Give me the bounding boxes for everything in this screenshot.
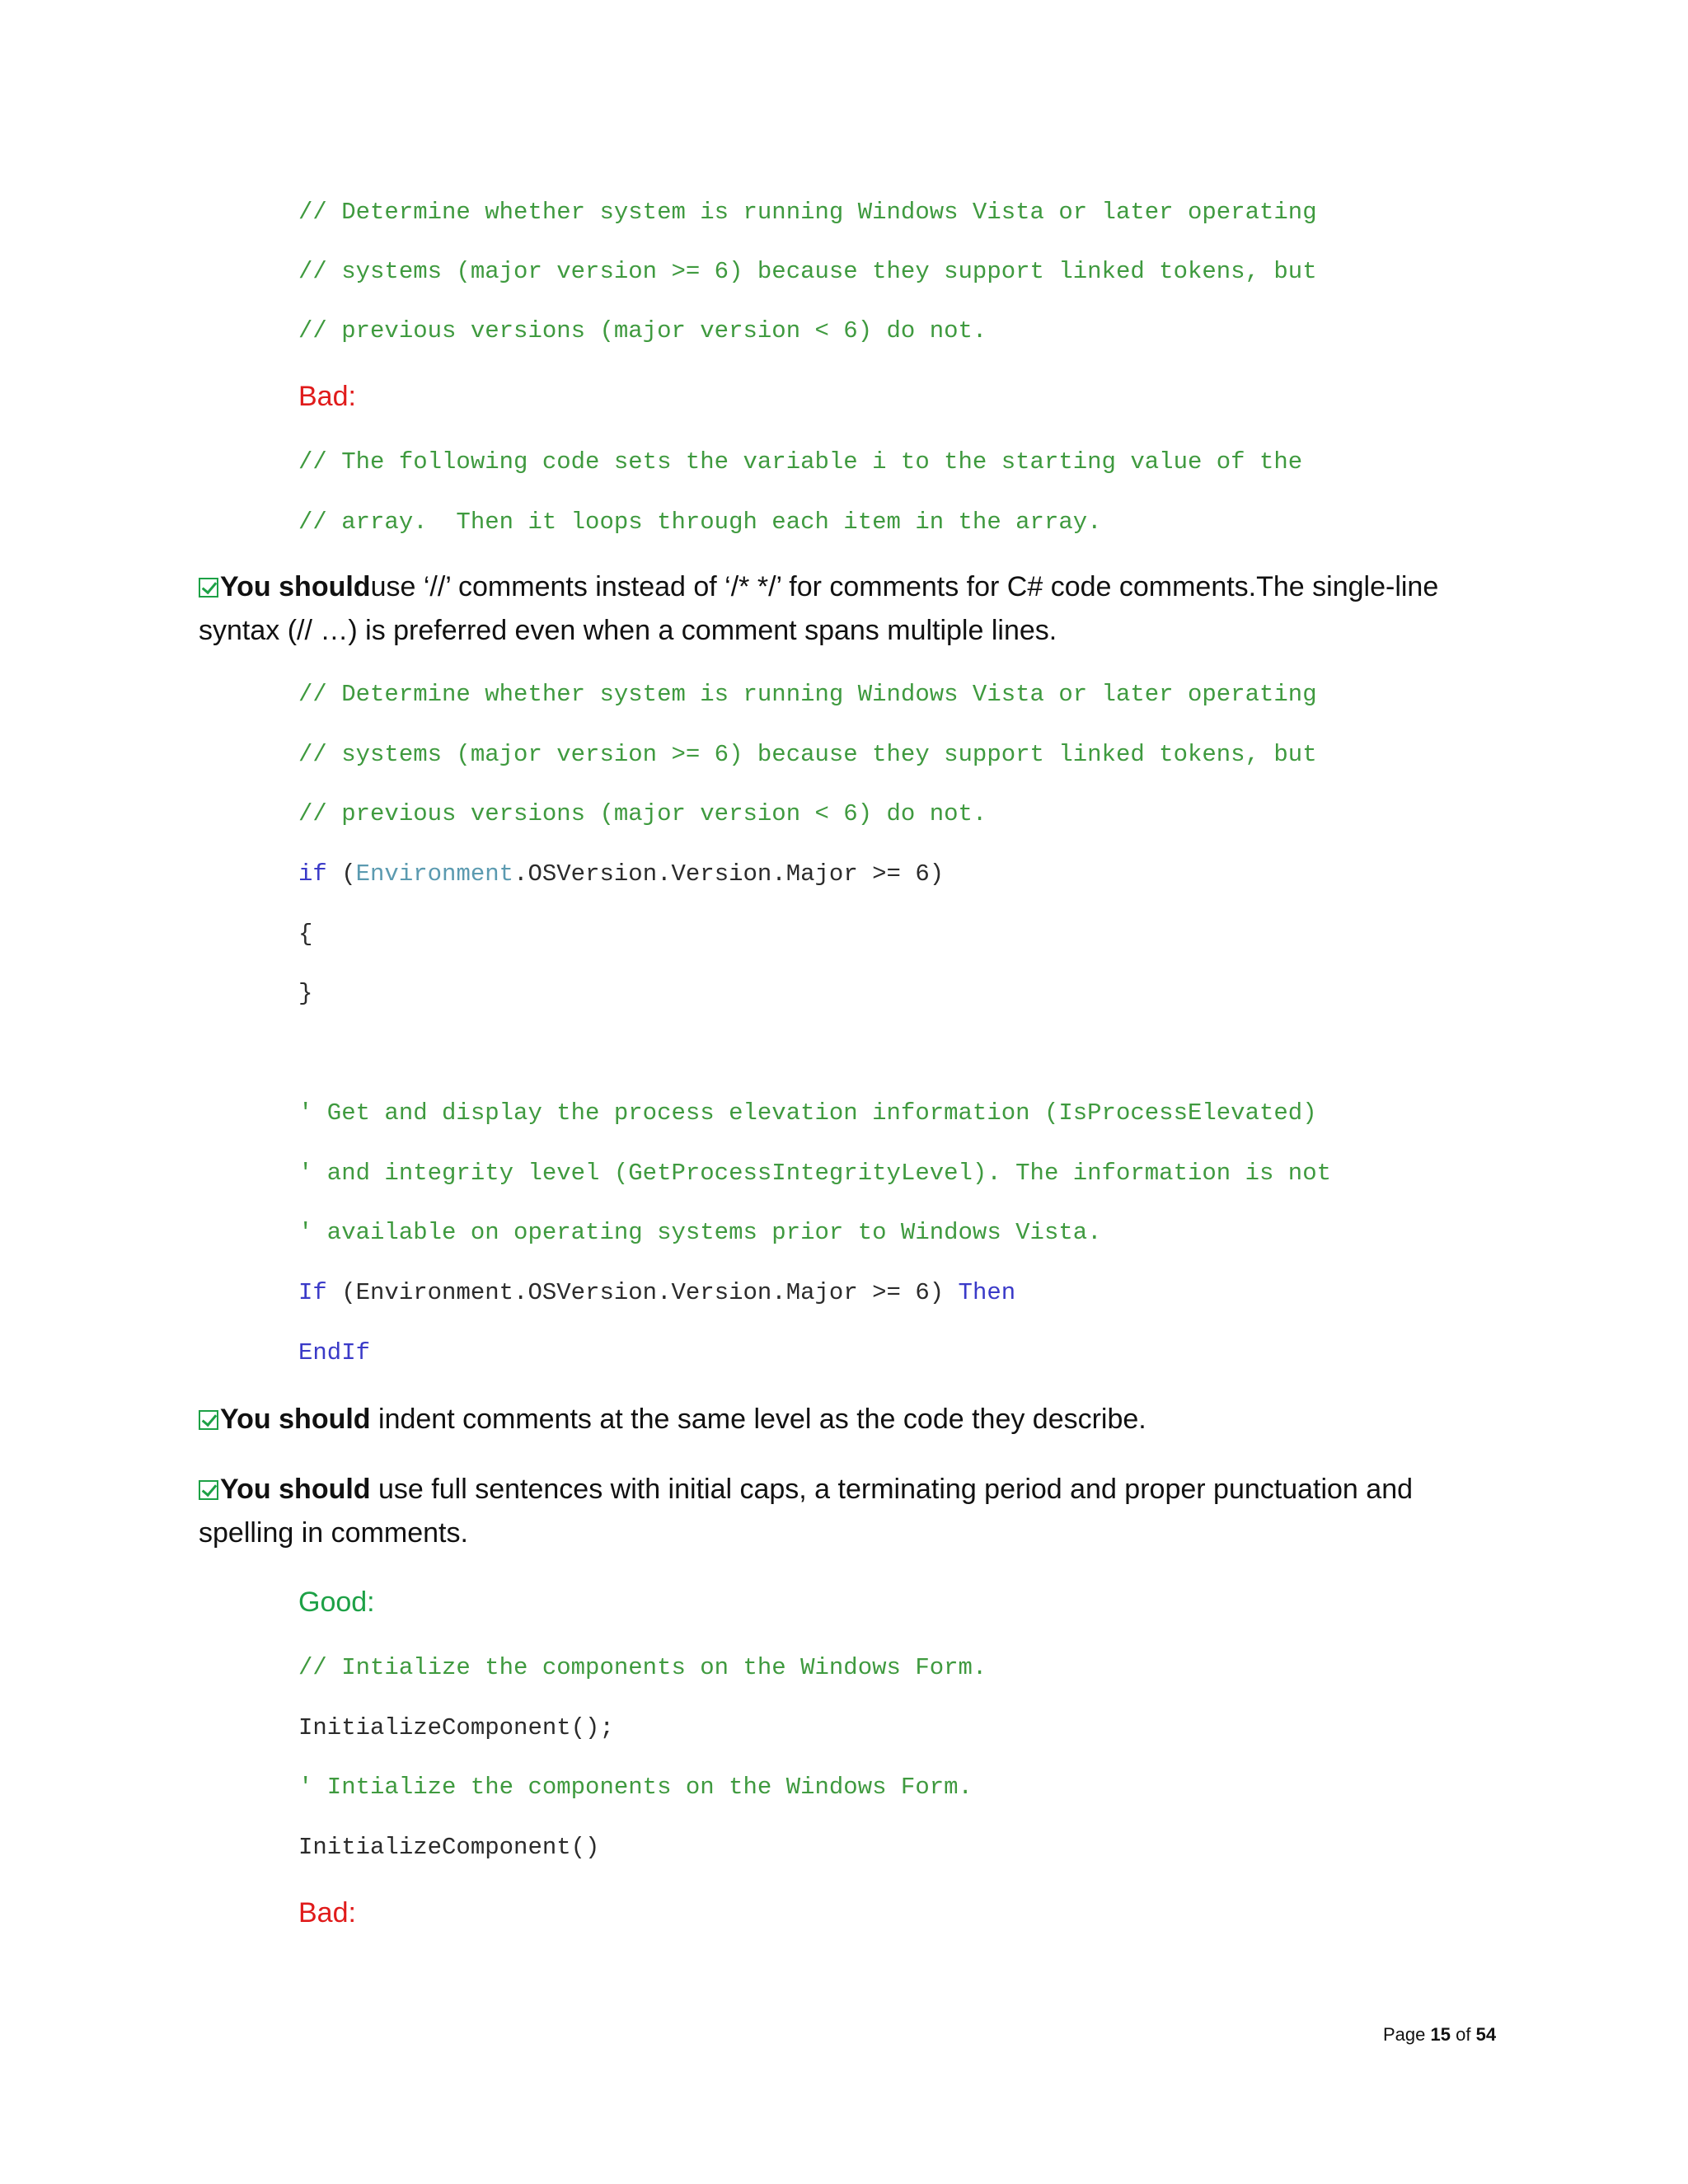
keyword-endif: EndIf (298, 1339, 371, 1366)
code-comment-line: // systems (major version >= 6) because they support linked tokens, but (298, 741, 1317, 768)
code-comment-line: ' Get and display the process elevation information (IsProcessElevated) (298, 1099, 1317, 1127)
page-current: 15 (1430, 2024, 1451, 2045)
code-brace-close: } (298, 980, 313, 1007)
checkbox-checked-icon (199, 1410, 218, 1430)
code-paren: ( (326, 860, 356, 888)
type-environment: Environment (355, 860, 514, 888)
of-word: of (1456, 2024, 1471, 2045)
guideline-text: use ‘//’ comments instead of ‘/* */’ for comments for C# code comments.The single-line syntax (// …) is preferred even when a comment spans multiple lines. (199, 571, 1439, 646)
page-number-footer (1383, 2024, 1496, 2046)
code-comment-line: ' available on operating systems prior to Windows Vista. (298, 1219, 1102, 1246)
code-comment-line: // Determine whether system is running Windows Vista or later operating (298, 199, 1317, 226)
page-total: 54 (1475, 2024, 1497, 2045)
code-line: InitializeComponent() (298, 1834, 600, 1861)
keyword-then: Then (958, 1279, 1016, 1306)
code-line: InitializeComponent(); (298, 1714, 614, 1741)
guideline-paragraph (199, 1398, 1484, 1441)
checkbox-checked-icon (199, 1480, 218, 1500)
guideline-lead: You should (220, 571, 371, 602)
keyword-if: If (298, 1279, 327, 1306)
good-label: Good: (298, 1586, 375, 1618)
code-comment-line: ' and integrity level (GetProcessIntegrityLevel). The information is not (298, 1160, 1332, 1187)
code-comment-line: // previous versions (major version < 6) do not. (298, 317, 987, 344)
code-expression: .OSVersion.Version.Major >= 6) (513, 860, 945, 888)
code-if-line (298, 1277, 1015, 1310)
code-comment-line: // systems (major version >= 6) because they support linked tokens, but (298, 258, 1317, 285)
keyword-if: if (298, 860, 327, 888)
checkbox-checked-icon (199, 578, 218, 598)
code-comment-line: // Intialize the components on the Windows Form. (298, 1654, 987, 1681)
guideline-text: indent comments at the same level as the code they describe. (370, 1404, 1146, 1435)
guideline-paragraph (199, 565, 1484, 653)
code-comment-line: // The following code sets the variable i to the starting value of the (298, 448, 1303, 476)
code-expression: (Environment.OSVersion.Version.Major >= 6) (326, 1279, 959, 1306)
code-if-line (298, 858, 944, 891)
code-comment-line: // array. Then it loops through each item in the array. (298, 509, 1102, 536)
bad-label: Bad: (298, 381, 356, 412)
guideline-paragraph (199, 1468, 1484, 1555)
bad-label: Bad: (298, 1897, 356, 1929)
page-word: Page (1383, 2024, 1426, 2045)
guideline-lead: You should (220, 1474, 371, 1505)
code-brace-open: { (298, 921, 313, 948)
guideline-lead: You should (220, 1404, 371, 1435)
code-comment-line: // previous versions (major version < 6) do not. (298, 800, 987, 827)
guideline-text: use full sentences with initial caps, a terminating period and proper punctuation and spelling in comments. (199, 1474, 1414, 1549)
code-comment-line: // Determine whether system is running Windows Vista or later operating (298, 681, 1317, 708)
code-comment-line: ' Intialize the components on the Windows Form. (298, 1774, 973, 1801)
